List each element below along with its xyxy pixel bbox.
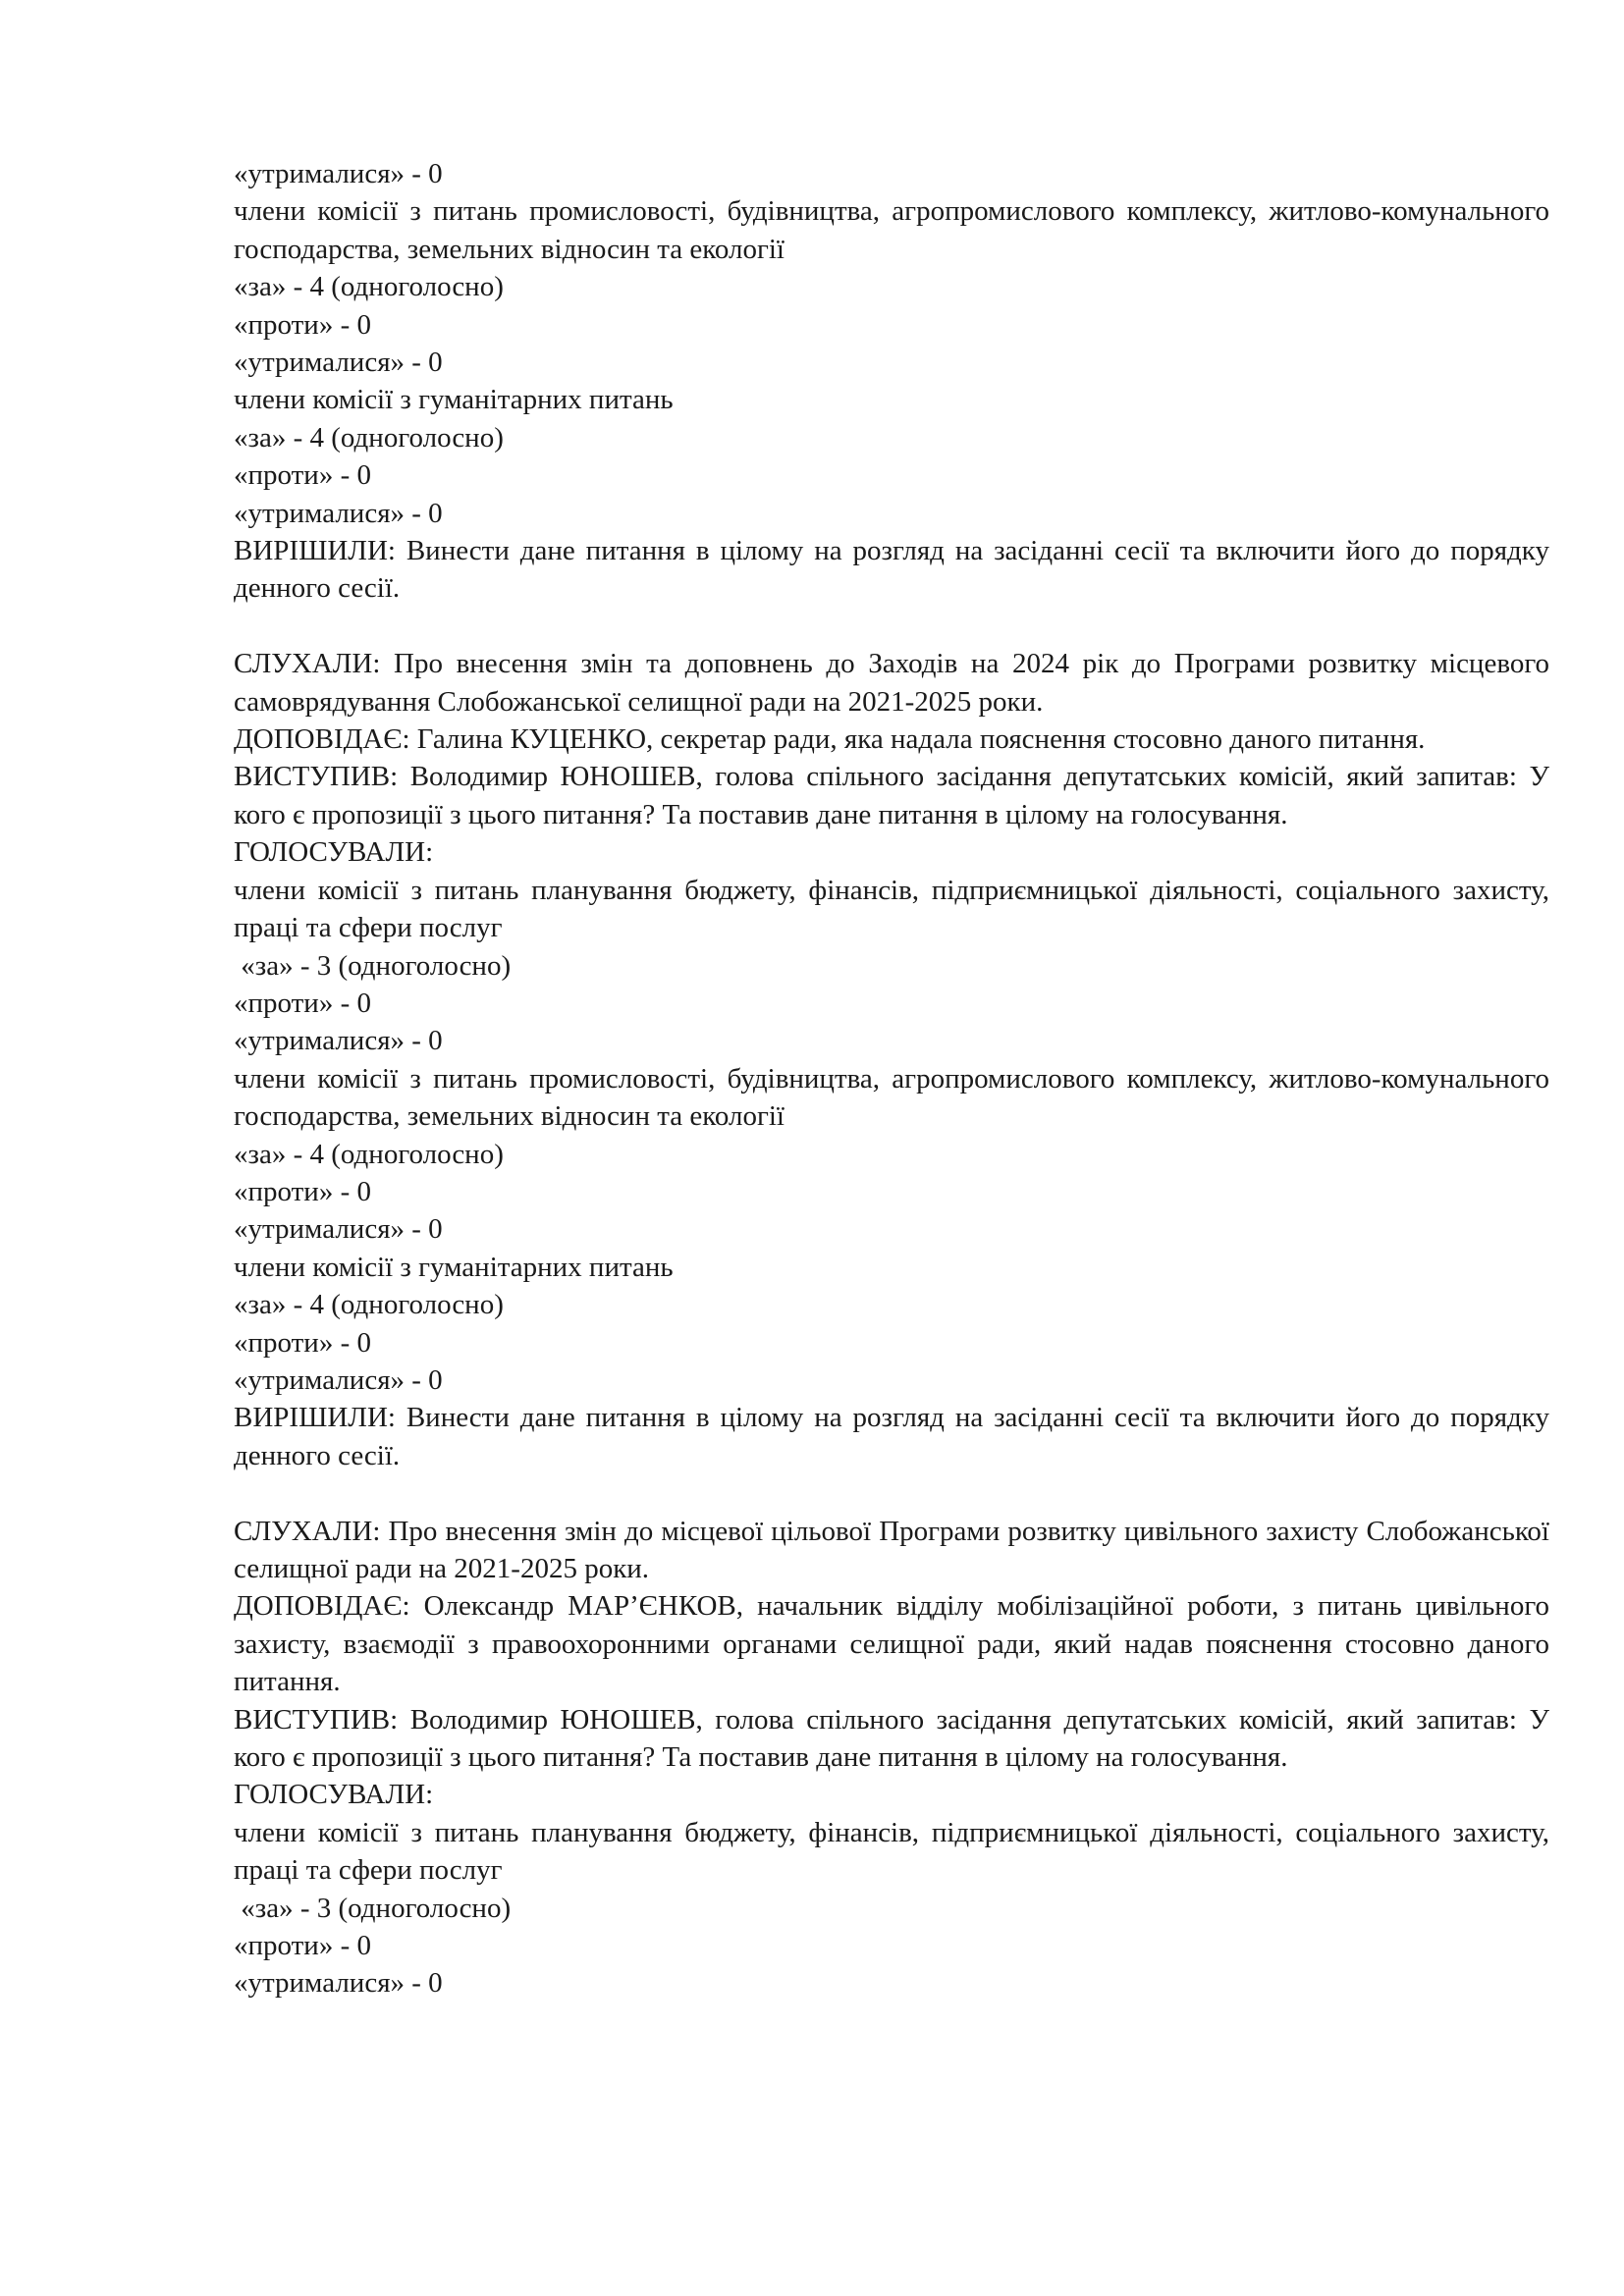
speaker-paragraph: ВИСТУПИВ: Володимир ЮНОШЕВ, голова спільного засідання депутатських комісій, який запитав: У кого є пропозиції з цього питання? Та поставив дане питання в цілому на голосування.: [234, 761, 1549, 830]
committee-humanitarian-heading: члени комісії з гуманітарних питань: [234, 384, 674, 416]
vote-against-line: «проти» - 0: [234, 987, 371, 1019]
vote-against-line: «проти» - 0: [234, 1930, 371, 1962]
paragraph-gap: [234, 1474, 1549, 1512]
decision-paragraph: ВИРІШИЛИ: Винести дане питання в цілому на розгляд на засіданні сесії та включити його до порядку денного сесії.: [234, 535, 1549, 605]
vote-for-line: «за» - 3 (одноголосно): [234, 949, 512, 982]
reporter-paragraph: ДОПОВІДАЄ: Олександр МАР’ЄНКОВ, начальник відділу мобілізаційної роботи, з питань цивільного захисту, взаємодії з правоохоронними органами селищної ради, який надав пояснення стосовно даного питання.: [234, 1590, 1549, 1698]
committee-humanitarian-heading: члени комісії з гуманітарних питань: [234, 1251, 674, 1283]
abstain-line: «утрималися» - 0: [234, 158, 443, 189]
committee-industry-heading: члени комісії з питань промисловості, будівництва, агропромислового комплексу, житлово-комунального господарства, земельних відносин та екології: [234, 195, 1549, 265]
document-page: [234, 155, 1549, 2002]
vote-against-line: «проти» - 0: [234, 459, 371, 492]
speaker-paragraph: ВИСТУПИВ: Володимир ЮНОШЕВ, голова спільного засідання депутатських комісій, який запитав: У кого є пропозиції з цього питання? Та поставив дане питання в цілому на голосування.: [234, 1703, 1549, 1774]
abstain-line: «утрималися» - 0: [234, 1213, 443, 1246]
vote-for-line: «за» - 4 (одноголосно): [234, 271, 504, 303]
vote-against-line: «проти» - 0: [234, 1326, 371, 1359]
vote-for-line: «за» - 3 (одноголосно): [234, 1892, 512, 1924]
voted-heading: ГОЛОСУВАЛИ:: [234, 836, 434, 869]
heard-paragraph: СЛУХАЛИ: Про внесення змін та доповнень до Заходів на 2024 рік до Програми розвитку місцевого самоврядування Слобожанської селищної ради на 2021-2025 роки.: [234, 648, 1549, 718]
abstain-line: «утрималися» - 0: [234, 1967, 443, 2000]
heard-paragraph: СЛУХАЛИ: Про внесення змін до місцевої цільової Програми розвитку цивільного захисту Слобожанської селищної ради на 2021-2025 роки.: [234, 1515, 1549, 1584]
committee-budget-heading: члени комісії з питань планування бюджету, фінансів, підприємницької діяльності, соціального захисту, праці та сфери послуг: [234, 1816, 1549, 1887]
vote-against-line: «проти» - 0: [234, 308, 371, 341]
committee-industry-heading: члени комісії з питань промисловості, будівництва, агропромислового комплексу, житлово-комунального господарства, земельних відносин та екології: [234, 1062, 1549, 1133]
abstain-line: «утрималися» - 0: [234, 347, 443, 379]
paragraph-gap: [234, 608, 1549, 645]
vote-against-line: «проти» - 0: [234, 1175, 371, 1207]
vote-for-line: «за» - 4 (одноголосно): [234, 1138, 504, 1170]
committee-budget-heading: члени комісії з питань планування бюджету, фінансів, підприємницької діяльності, соціального захисту, праці та сфери послуг: [234, 874, 1549, 944]
reporter-paragraph: ДОПОВІДАЄ: Галина КУЦЕНКО, секретар ради, яка надала пояснення стосовно даного питання.: [234, 723, 1426, 756]
abstain-line: «утрималися» - 0: [234, 497, 443, 529]
vote-for-line: «за» - 4 (одноголосно): [234, 1289, 504, 1321]
abstain-line: «утрималися» - 0: [234, 1363, 443, 1396]
decision-paragraph: ВИРІШИЛИ: Винести дане питання в цілому на розгляд на засіданні сесії та включити його до порядку денного сесії.: [234, 1402, 1549, 1471]
abstain-line: «утрималися» - 0: [234, 1025, 443, 1057]
vote-for-line: «за» - 4 (одноголосно): [234, 421, 504, 454]
voted-heading: ГОЛОСУВАЛИ:: [234, 1779, 434, 1811]
